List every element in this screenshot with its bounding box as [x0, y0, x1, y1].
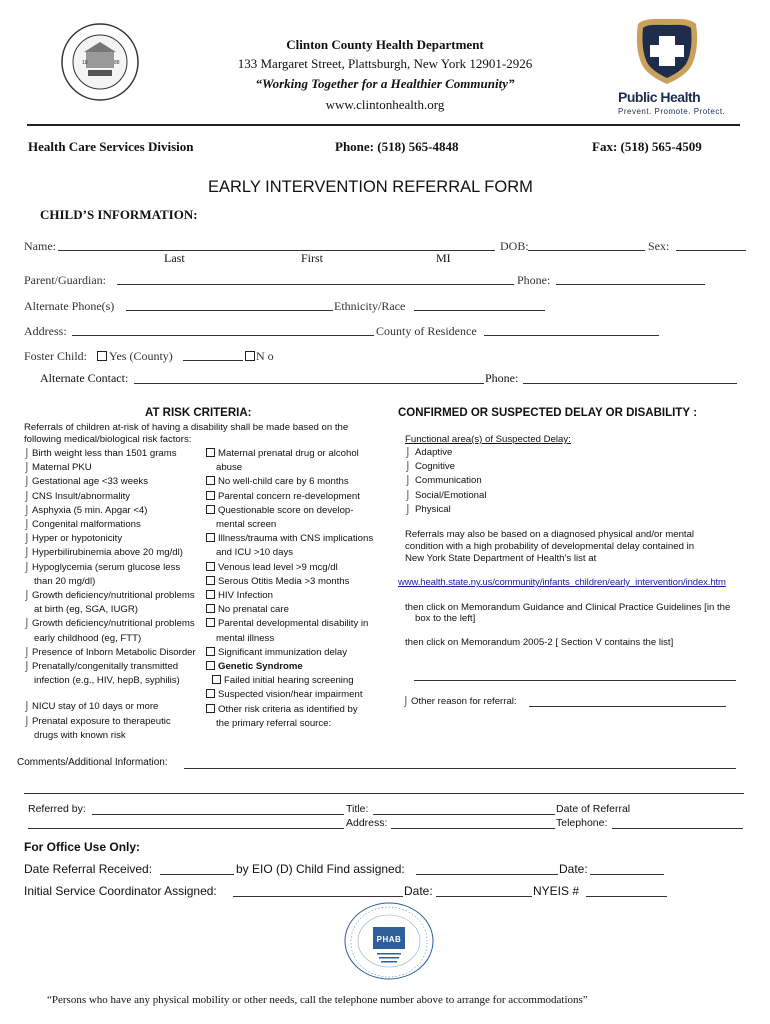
- risk-left-item: [24, 561, 196, 575]
- comments-label: Comments/Additional Information:: [17, 757, 168, 768]
- referral-telephone-label: Telephone:: [556, 817, 608, 829]
- risk-left-item: [24, 715, 196, 729]
- phone-number: Phone: (518) 565-4848: [335, 139, 459, 154]
- header-rule: [27, 124, 740, 126]
- risk-left-check-mark[interactable]: ⌡: [24, 590, 30, 602]
- risk-right-label: and ICU >10 days: [216, 547, 294, 559]
- risk-left-check-mark[interactable]: ⌡: [24, 561, 30, 573]
- risk-left-label: Hyper or hypotonicity: [32, 533, 123, 545]
- delay-area-label: Adaptive: [415, 447, 453, 458]
- referred-by-field-2[interactable]: [28, 817, 344, 829]
- alt-contact-phone-field[interactable]: [523, 370, 737, 384]
- risk-left-check-mark[interactable]: ⌡: [24, 646, 30, 658]
- delay-areas-list: [405, 446, 486, 517]
- risk-left-check-mark[interactable]: ⌡: [24, 490, 30, 502]
- risk-right-label: Genetic Syndrome: [218, 661, 303, 673]
- risk-right-item: [206, 603, 373, 617]
- other-reason-label: ⌡ Other reason for referral:: [403, 696, 517, 707]
- public-health-logo: [612, 16, 726, 116]
- sex-field[interactable]: [676, 237, 746, 251]
- org-website: www.clintonhealth.org: [325, 97, 445, 112]
- risk-left-item: [24, 729, 196, 743]
- risk-left-item: [24, 660, 196, 674]
- risk-left-item: [24, 490, 196, 504]
- nysdoh-link[interactable]: www.health.state.ny.us/community/infants_children/early_intervention/index.htm: [398, 577, 726, 588]
- foster-county-field[interactable]: [183, 347, 243, 361]
- risk-right-label: mental screen: [216, 519, 277, 531]
- date-received-field[interactable]: [160, 861, 234, 875]
- delay-area-check-mark[interactable]: ⌡: [405, 489, 411, 501]
- delay-extra-line[interactable]: [414, 680, 736, 681]
- phab-seal: [343, 901, 435, 981]
- phab-badge-text: PHAB: [376, 935, 402, 944]
- risk-left-label: drugs with known risk: [34, 729, 126, 741]
- delay-area-label: Social/Emotional: [415, 489, 487, 501]
- comments-field[interactable]: [184, 756, 736, 769]
- delay-then-1a: then click on Memorandum Guidance and Clinical Practice Guidelines [in the: [405, 602, 731, 613]
- risk-right-item: [206, 546, 373, 560]
- org-motto: “Working Together for a Healthier Community”: [255, 76, 515, 91]
- delay-note-3: New York State Department of Health’s list at: [405, 553, 597, 564]
- risk-left-check-mark[interactable]: ⌡: [24, 533, 30, 545]
- delay-heading: CONFIRMED OR SUSPECTED DELAY OR DISABILITY :: [398, 407, 698, 419]
- risk-right-item: [206, 717, 373, 731]
- svg-text:18: 18: [82, 60, 88, 66]
- delay-area-check-mark[interactable]: ⌡: [405, 475, 411, 487]
- risk-left-item: [24, 532, 196, 546]
- foster-label: Foster Child:: [24, 349, 88, 363]
- delay-area-item[interactable]: [405, 474, 486, 488]
- risk-right-label: HIV Infection: [218, 590, 273, 602]
- sex-label: Sex:: [648, 239, 670, 253]
- alt-phone-field[interactable]: [126, 297, 333, 311]
- risk-right-label: Suspected vision/hear impairment: [218, 689, 363, 701]
- last-name-hint: Last: [164, 251, 185, 265]
- foster-no-label: N o: [256, 349, 274, 363]
- risk-right-label: Other risk criteria as identified by: [218, 703, 358, 715]
- first-name-hint: First: [301, 251, 324, 265]
- risk-left-item: [24, 646, 196, 660]
- foster-no-checkbox[interactable]: [245, 351, 255, 361]
- risk-left-label: NICU stay of 10 days or more: [32, 701, 159, 713]
- risk-right-checkbox[interactable]: [206, 476, 215, 485]
- risk-right-checkbox[interactable]: [206, 704, 215, 713]
- alt-contact-phone-label: Phone:: [485, 371, 519, 385]
- risk-right-label: Venous lead level >9 mcg/dl: [218, 561, 338, 573]
- referral-telephone-field[interactable]: [612, 817, 743, 829]
- risk-right-item: [206, 561, 373, 575]
- risk-right-label: Questionable score on develop-: [218, 504, 354, 516]
- risk-left-check-mark[interactable]: ⌡: [24, 448, 30, 459]
- risk-left-label: Growth deficiency/nutritional problems: [32, 618, 195, 630]
- svg-text:88: 88: [114, 60, 120, 66]
- risk-left-item: [24, 617, 196, 631]
- other-reason-field[interactable]: [529, 695, 726, 707]
- delay-then-2: then click on Memorandum 2005-2 [ Section V contains the list]: [405, 637, 674, 648]
- risk-left-label: Asphyxia (5 min. Apgar <4): [32, 504, 148, 516]
- risk-left-check-mark[interactable]: ⌡: [24, 476, 30, 488]
- foster-yes-label: Yes (County): [109, 349, 173, 363]
- form-title: EARLY INTERVENTION REFERRAL FORM: [208, 178, 533, 196]
- risk-left-label: Growth deficiency/nutritional problems: [32, 590, 195, 602]
- ph-logo-title: Public Health: [618, 89, 701, 105]
- delay-area-check-mark[interactable]: ⌡: [405, 503, 411, 515]
- risk-right-item: [206, 632, 373, 646]
- risk-right-label: Significant immunization delay: [218, 646, 348, 658]
- office-date-field-2[interactable]: [436, 883, 532, 897]
- risk-left-label: Hyperbilirubinemia above 20 mg/dl): [32, 547, 183, 559]
- comments-rule: [24, 793, 744, 794]
- risk-left-label: infection (e.g., HIV, hepB, syphilis): [34, 675, 180, 687]
- risk-right-checkbox[interactable]: [206, 576, 215, 585]
- date-of-referral-label: Date of Referral: [556, 803, 631, 815]
- delay-area-check-mark[interactable]: ⌡: [405, 447, 411, 458]
- county-field[interactable]: [484, 322, 659, 336]
- delay-area-item[interactable]: [405, 503, 486, 517]
- child-info-heading: CHILD’S INFORMATION:: [40, 207, 198, 222]
- risk-left-label: Congenital malformations: [32, 519, 141, 531]
- delay-area-check-mark[interactable]: ⌡: [405, 461, 411, 473]
- risk-right-checkbox[interactable]: [212, 675, 221, 684]
- delay-note-2: condition with a high probability of developmental delay contained in: [405, 541, 695, 552]
- risk-left-list: [24, 447, 196, 743]
- org-name: Clinton County Health Department: [286, 37, 484, 52]
- foster-yes-checkbox[interactable]: [97, 351, 107, 361]
- risk-left-check-mark[interactable]: ⌡: [24, 504, 30, 516]
- delay-area-label: Physical: [415, 503, 451, 515]
- isc-assigned-field[interactable]: [233, 883, 403, 897]
- risk-left-check-mark[interactable]: ⌡: [24, 715, 30, 727]
- risk-intro-2: following medical/biological risk factors:: [24, 434, 192, 445]
- ethnicity-label: Ethnicity/Race: [334, 299, 406, 313]
- risk-right-item: [206, 475, 373, 489]
- county-seal: [60, 22, 140, 102]
- alt-phone-label: Alternate Phone(s): [24, 299, 115, 313]
- risk-right-checkbox[interactable]: [206, 689, 215, 698]
- risk-heading: AT RISK CRITERIA:: [145, 407, 252, 419]
- mi-hint: MI: [436, 251, 451, 265]
- risk-left-item: [24, 447, 196, 461]
- risk-intro-1: Referrals of children at-risk of having a disability shall be made based on the: [24, 422, 349, 433]
- risk-left-item: [24, 546, 196, 560]
- risk-right-item: [206, 674, 373, 688]
- risk-left-label: Gestational age <33 weeks: [32, 476, 149, 488]
- referred-by-label: Referred by:: [28, 803, 86, 815]
- risk-left-check-mark[interactable]: ⌡: [24, 661, 30, 673]
- title-field[interactable]: [373, 803, 555, 815]
- delay-areas-label: Functional area(s) of Suspected Delay:: [405, 434, 571, 445]
- risk-left-label: CNS Insult/abnormality: [32, 490, 131, 502]
- risk-left-item: [24, 632, 196, 646]
- parent-phone-field[interactable]: [556, 271, 705, 285]
- by-eio-field[interactable]: [416, 861, 558, 875]
- risk-right-checkbox[interactable]: [206, 604, 215, 613]
- risk-right-item: [206, 660, 373, 674]
- delay-area-item[interactable]: [405, 460, 486, 474]
- parent-phone-label: Phone:: [517, 273, 551, 287]
- division-label: Health Care Services Division: [28, 139, 194, 154]
- delay-area-label: Cognitive: [415, 461, 455, 473]
- risk-right-item: [206, 447, 373, 461]
- risk-right-item: [206, 461, 373, 475]
- name-field[interactable]: [58, 237, 495, 251]
- risk-right-label: Failed initial hearing screening: [224, 675, 354, 687]
- county-label: County of Residence: [376, 324, 477, 338]
- risk-right-item: [206, 504, 373, 518]
- risk-left-label: than 20 mg/dl): [34, 575, 96, 587]
- office-date-field-1[interactable]: [590, 861, 664, 875]
- risk-right-item: [206, 589, 373, 603]
- delay-area-label: Communication: [415, 475, 482, 487]
- ph-logo-tagline: Prevent. Promote. Protect.: [618, 107, 726, 116]
- nyeis-label: NYEIS #: [533, 884, 580, 898]
- risk-right-checkbox[interactable]: [206, 505, 215, 514]
- risk-left-check-mark[interactable]: ⌡: [24, 618, 30, 630]
- address-field[interactable]: [72, 322, 374, 336]
- risk-right-item: [206, 646, 373, 660]
- dob-field[interactable]: [528, 237, 645, 251]
- risk-left-item: [24, 603, 196, 617]
- accommodations-footer: “Persons who have any physical mobility or other needs, call the telephone number above to arrange for accommodations”: [47, 994, 588, 1006]
- office-date-label-2: Date:: [404, 884, 433, 898]
- risk-right-checkbox[interactable]: [206, 491, 215, 500]
- risk-left-label: Prenatally/congenitally transmitted: [32, 661, 179, 673]
- date-received-label: Date Referral Received:: [24, 862, 153, 876]
- risk-left-item: [24, 575, 196, 589]
- risk-right-label: Parental developmental disability in: [218, 618, 369, 630]
- referred-by-field[interactable]: [92, 803, 344, 815]
- office-date-label-1: Date:: [559, 862, 588, 876]
- alt-contact-label: Alternate Contact:: [40, 371, 129, 385]
- risk-right-list: [206, 447, 373, 731]
- risk-right-label: No well-child care by 6 months: [218, 476, 349, 488]
- office-heading: For Office Use Only:: [24, 840, 141, 854]
- delay-then-1b: box to the left]: [415, 613, 476, 624]
- risk-right-label: No prenatal care: [218, 604, 289, 616]
- dob-label: DOB:: [500, 239, 529, 253]
- delay-note-1: Referrals may also be based on a diagnosed physical and/or mental: [405, 529, 695, 540]
- parent-label: Parent/Guardian:: [24, 273, 106, 287]
- ethnicity-field[interactable]: [414, 297, 545, 311]
- risk-right-checkbox[interactable]: [206, 562, 215, 571]
- risk-right-label: Maternal prenatal drug or alcohol: [218, 448, 359, 459]
- risk-right-checkbox[interactable]: [206, 618, 215, 627]
- risk-right-checkbox[interactable]: [206, 590, 215, 599]
- risk-right-label: Parental concern re-development: [218, 490, 360, 502]
- risk-right-checkbox[interactable]: [206, 533, 215, 542]
- risk-right-item: [206, 490, 373, 504]
- nyeis-field[interactable]: [586, 883, 667, 897]
- parent-field[interactable]: [117, 271, 514, 285]
- risk-left-item: [24, 700, 196, 714]
- alt-contact-field[interactable]: [134, 370, 484, 384]
- fax-number: Fax: (518) 565-4509: [592, 139, 702, 154]
- risk-left-check-mark[interactable]: ⌡: [24, 701, 30, 713]
- risk-right-checkbox[interactable]: [206, 647, 215, 656]
- risk-right-item: [206, 688, 373, 702]
- risk-left-label: early childhood (eg, FTT): [34, 632, 142, 644]
- risk-left-item: [24, 589, 196, 603]
- risk-right-label: Illness/trauma with CNS implications: [218, 533, 374, 545]
- risk-left-label: Maternal PKU: [32, 462, 92, 474]
- referral-address-field[interactable]: [391, 817, 555, 829]
- referral-address-label: Address:: [346, 817, 388, 829]
- risk-left-item: [24, 518, 196, 532]
- risk-left-label: Hypoglycemia (serum glucose less: [32, 561, 181, 573]
- risk-left-check-mark[interactable]: ⌡: [24, 462, 30, 474]
- risk-right-item: [206, 518, 373, 532]
- risk-left-item: [24, 674, 196, 688]
- title-label: Title:: [346, 803, 369, 815]
- risk-left-check-mark[interactable]: ⌡: [24, 519, 30, 531]
- risk-left-label: at birth (eg, SGA, IUGR): [34, 604, 138, 616]
- risk-right-label: abuse: [216, 462, 243, 474]
- risk-right-label: the primary referral source:: [216, 717, 332, 729]
- risk-left-check-mark[interactable]: ⌡: [24, 547, 30, 559]
- address-label: Address:: [24, 324, 67, 338]
- risk-right-item: [206, 703, 373, 717]
- risk-right-item: [206, 617, 373, 631]
- isc-assigned-label: Initial Service Coordinator Assigned:: [24, 884, 217, 898]
- risk-right-checkbox[interactable]: [206, 448, 215, 457]
- delay-area-item[interactable]: [405, 489, 486, 503]
- risk-right-label: Serous Otitis Media >3 months: [218, 575, 350, 587]
- risk-left-label: Prenatal exposure to therapeutic: [32, 715, 171, 727]
- risk-right-label: mental illness: [216, 632, 275, 644]
- risk-left-item: [24, 504, 196, 518]
- delay-area-item[interactable]: [405, 446, 486, 460]
- risk-right-item: [206, 575, 373, 589]
- risk-left-label: Presence of Inborn Metabolic Disorder: [32, 646, 196, 658]
- risk-left-item: [24, 461, 196, 475]
- risk-left-item: [24, 475, 196, 489]
- risk-right-checkbox[interactable]: [206, 661, 215, 670]
- org-address: 133 Margaret Street, Plattsburgh, New York 12901-2926: [237, 56, 533, 71]
- risk-right-item: [206, 532, 373, 546]
- name-label: Name:: [24, 239, 56, 253]
- by-eio-label: by EIO (D) Child Find assigned:: [236, 862, 405, 876]
- risk-left-label: Birth weight less than 1501 grams: [32, 448, 177, 459]
